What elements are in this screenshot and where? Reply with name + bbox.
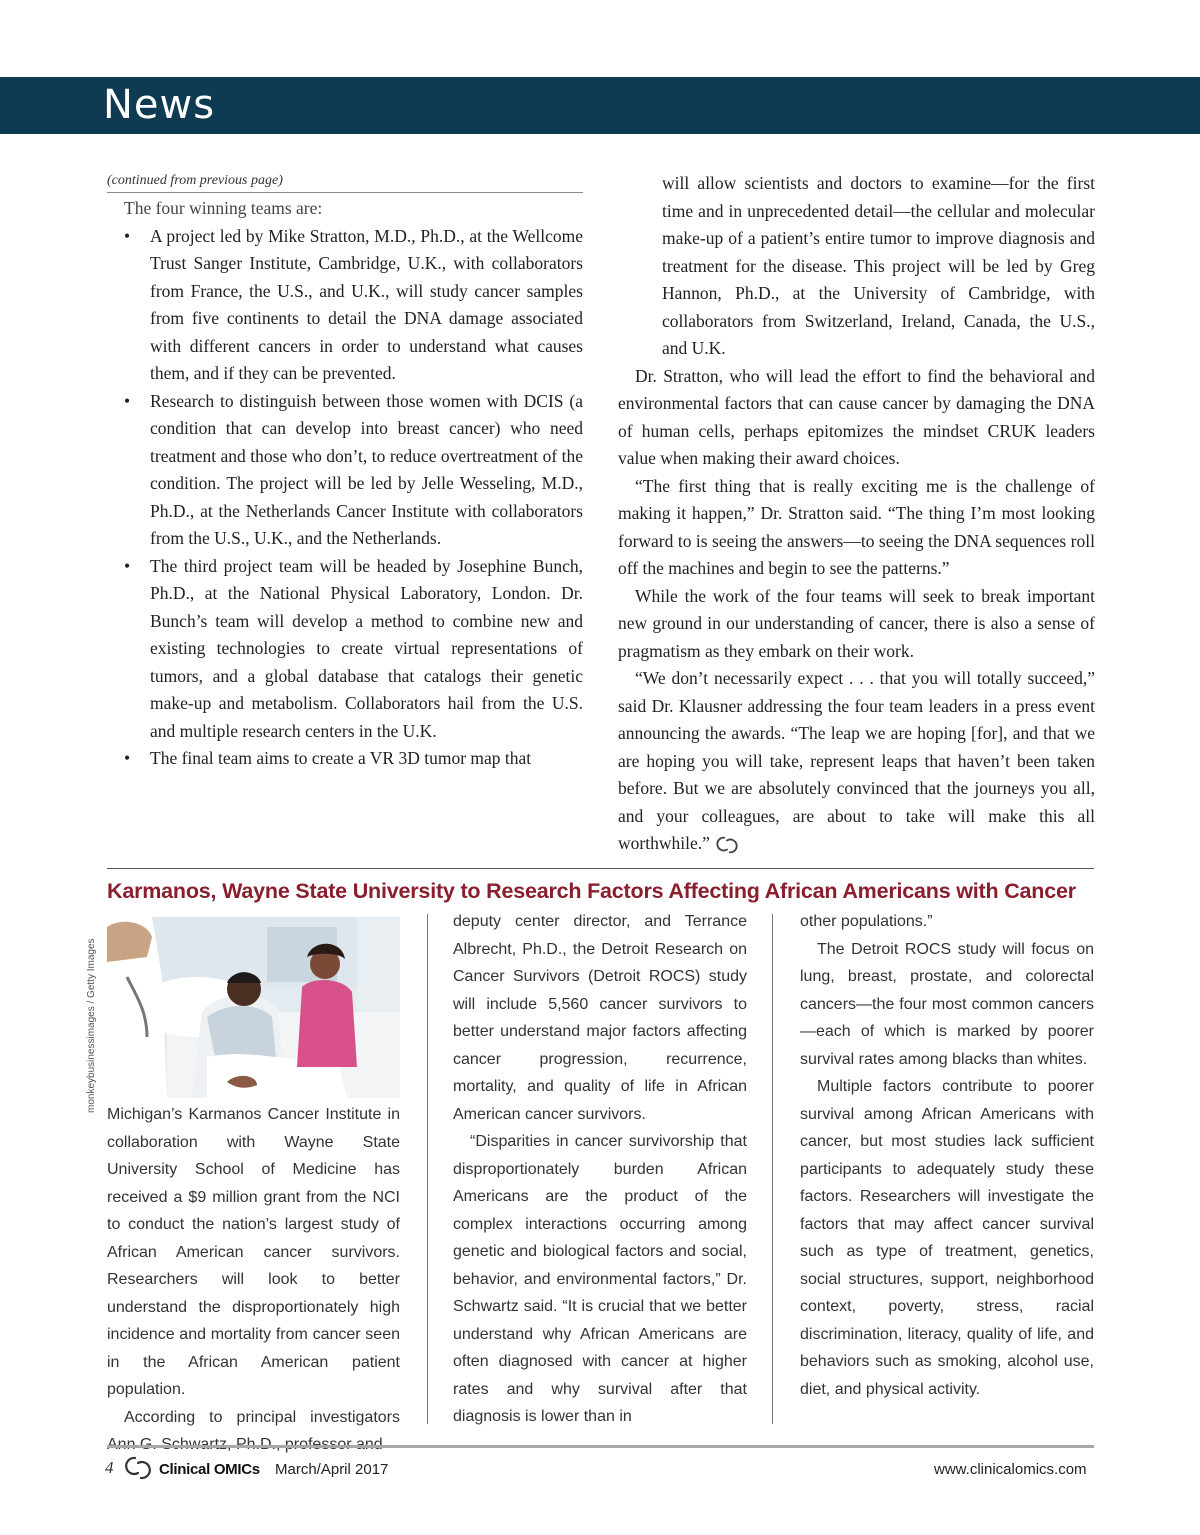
list-item bbox=[107, 553, 583, 746]
paragraph: Multiple factors contribute to poorer survival among African Americans with cancer, but most studies lack sufficient participants to adequately study these factors. Researchers will investigate the factors that may affect cancer survival such as type of treatment, genetics, social structures, support, neighborhood context, poverty, stress, racial discrimination, literacy, quality of life, and behaviors such as smoking, alcohol use, diet, and physical activity. bbox=[800, 1078, 1094, 1398]
bullet-icon: • bbox=[124, 390, 131, 411]
bullet-icon: • bbox=[124, 555, 131, 576]
list-item bbox=[107, 745, 583, 773]
teams-list bbox=[107, 223, 583, 773]
continued-note: (continued from previous page) bbox=[107, 170, 583, 193]
article1-left-column bbox=[107, 170, 583, 773]
column-rule bbox=[427, 914, 428, 1424]
article2-headline: Karmanos, Wayne State University to Research Factors Affecting African Americans with Cancer bbox=[107, 879, 1076, 903]
article2-column-1 bbox=[107, 1101, 400, 1459]
paragraph: deputy center director, and Terrance Albrecht, Ph.D., the Detroit Research on Cancer Survivors (Detroit ROCS) study will include 5,560 cancer survivors to better understand major factors affecting cancer progression, recurrence, mortality, and quality of life in African American cancer survivors. bbox=[453, 913, 747, 1123]
article1-right-column bbox=[618, 170, 1095, 858]
footer-issue: March/April 2017 bbox=[275, 1461, 389, 1478]
paragraph: The Detroit ROCS study will focus on lung, breast, prostate, and colorectal cancers—the four most common cancers—each of which is marked by poorer survival rates among blacks than whites. bbox=[800, 940, 1094, 1068]
clinical-omics-logo-icon bbox=[124, 1454, 152, 1482]
patient-photo bbox=[107, 917, 400, 1098]
teams-intro: The four winning teams are: bbox=[124, 198, 323, 218]
paragraph-last bbox=[618, 665, 1095, 858]
paragraph: While the work of the four teams will seek to break important new ground in our understanding of cancer, there is also a sense of pragmatism as they embark on their work. bbox=[618, 585, 1095, 661]
team4-continued: will allow scientists and doctors to examine—for the first time and in unprecedented detail—the cellular and molecular make-up of a patient’s entire tumor to improve diagnosis and treatment for the disease. This project will be led by Greg Hannon, Ph.D., at the University of Cambridge, with collaborators from Switzerland, Ireland, Canada, the U.S., and U.K. bbox=[662, 173, 1095, 358]
paragraph: “Disparities in cancer survivorship that disproportionately burden African Americans are the product of the complex interactions occurring among genetic and biological factors and social, behavior, and environmental factors,” Dr. Schwartz said. “It is crucial that we better understand why African Americans are often diagnosed with cancer at higher rates and why survival after that diagnosis is lower than in bbox=[453, 1133, 747, 1425]
column-rule bbox=[772, 914, 773, 1424]
bullet-icon: • bbox=[124, 225, 131, 246]
photo-credit: monkeybusinessimages / Getty Images bbox=[86, 938, 97, 1113]
bullet-icon: • bbox=[124, 748, 131, 768]
article-divider bbox=[107, 868, 1094, 869]
team-text: The third project team will be headed by Josephine Bunch, Ph.D., at the National Physical Laboratory, London. Dr. Bunch’s team will develop a method to combine new and existing technologies to create virtual representations of tumors, and a global database that catalogs their genetic make-up and metabolism. Collaborators hail from the U.S. and multiple research centers in the U.K. bbox=[150, 555, 583, 741]
paragraph: Michigan’s Karmanos Cancer Institute in collaboration with Wayne State University School of Medicine has received a $9 million grant from the NCI to conduct the nation’s largest study of African American cancer survivors. Researchers will look to better understand the disproportionately high incidence and mortality from cancer seen in the African American patient population. bbox=[107, 1106, 400, 1398]
paragraph: “The first thing that is really exciting me is the challenge of making it happen,” Dr. Stratton said. “The thing I’m most looking forward to is seeing the answers—to seeing the DNA sequences roll off the machines and begin to see the patterns.” bbox=[618, 475, 1095, 578]
paragraph-text: “We don’t necessarily expect . . . that you will totally succeed,” said Dr. Klausner addressing the four team leaders in a press event announcing the awards. “The leap we are hoping [for], and that we are hoping you will take, represent leaps that haven’t been taken before. But we are absolutely convinced that the journeys you all, and your colleagues, are about to take will make this all worthwhile.” bbox=[618, 668, 1095, 853]
team-text: Research to distinguish between those women with DCIS (a condition that can develop into breast cancer) who need treatment and those who don’t, to reduce overtreatment of the condition. The project will be led by Jelle Wesseling, M.D., Ph.D., at the Netherlands Cancer Institute with collaborators from the U.S., U.K., and the Netherlands. bbox=[150, 390, 583, 548]
paragraph: Dr. Stratton, who will lead the effort to find the behavioral and environmental factors that can cause cancer by damaging the DNA of human cells, perhaps epitomizes the mindset CRUK leaders value when making their award choices. bbox=[618, 365, 1095, 468]
footer-divider bbox=[107, 1445, 1094, 1448]
article2-column-3 bbox=[800, 908, 1094, 1403]
paragraph: According to principal investigators bbox=[124, 1408, 400, 1426]
footer-brand: Clinical OMICs bbox=[159, 1461, 260, 1478]
article2-column-2 bbox=[453, 908, 747, 1431]
team-text: A project led by Mike Stratton, M.D., Ph.D., at the Wellcome Trust Sanger Institute, Cambridge, U.K., with collaborators from France, the U.S., and U.K., will study cancer samples from five continents to detail the DNA damage associated with different cancers in order to understand what causes them, and if they can be prevented. bbox=[150, 225, 583, 383]
section-title: News bbox=[103, 82, 216, 128]
list-item bbox=[107, 388, 583, 553]
list-item bbox=[107, 223, 583, 388]
end-of-article-icon bbox=[716, 834, 738, 856]
page-number: 4 bbox=[105, 1458, 114, 1477]
hospital-scene-image bbox=[107, 917, 400, 1098]
footer-url[interactable]: www.clinicalomics.com bbox=[934, 1461, 1087, 1478]
team-text: The final team aims to create a VR 3D tumor map that bbox=[150, 748, 532, 768]
paragraph: other populations.” bbox=[800, 913, 933, 930]
